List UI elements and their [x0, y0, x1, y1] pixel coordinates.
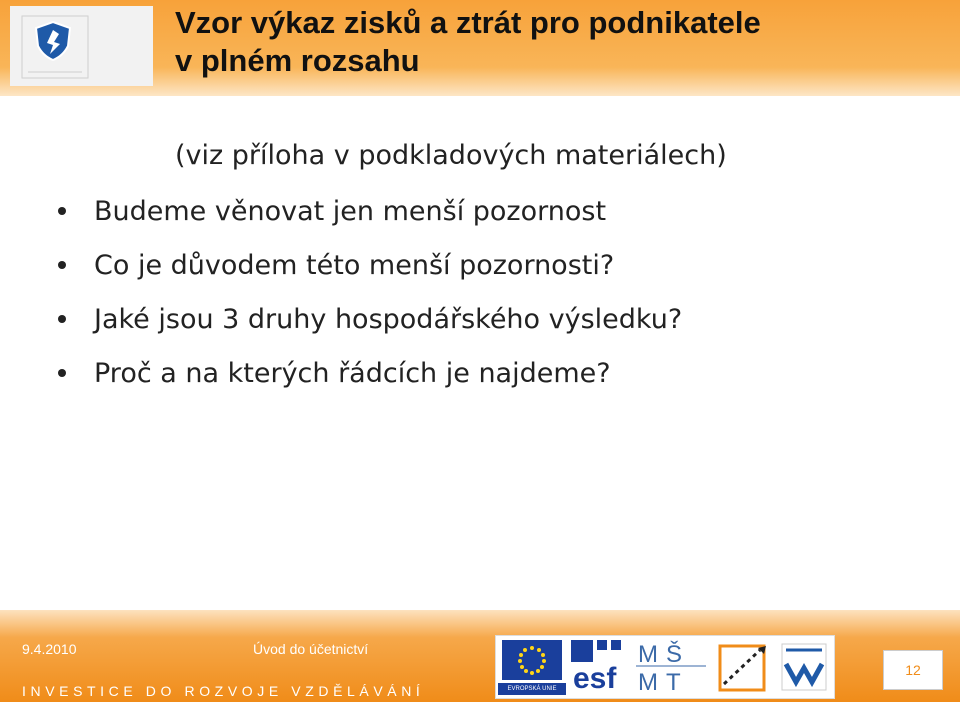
bullet-text: Proč a na kterých řádcích je najdeme? [94, 358, 611, 389]
slide-title [175, 4, 761, 80]
msmt-logo [636, 638, 706, 694]
opvk-logo [714, 640, 772, 694]
bullet-dot-icon [58, 315, 66, 323]
bullet-text: Co je důvodem této menší pozornosti? [94, 250, 615, 281]
footer-slogan: INVESTICE DO ROZVOJE VZDĚLÁVÁNÍ [22, 683, 425, 699]
esf-logo [571, 640, 629, 692]
title-line-1: Vzor výkaz zisků a ztrát pro podnikatele [175, 5, 761, 40]
svg-text:Š: Š [666, 641, 683, 668]
footer-course-title: Úvod do účetnictví [253, 641, 369, 657]
bullet-dot-icon [58, 369, 66, 377]
page-number-box [883, 650, 943, 690]
bullet-item [58, 250, 614, 281]
svg-text:M: M [638, 641, 658, 668]
slide-header [0, 0, 960, 96]
esf-text: esf [573, 662, 617, 692]
bullet-dot-icon [58, 261, 66, 269]
bullet-dot-icon [58, 207, 66, 215]
title-line-2: v plném rozsahu [175, 43, 420, 78]
page-number: 12 [905, 662, 921, 678]
materials-note: (viz příloha v podkladových materiálech) [175, 140, 727, 171]
eu-flag-logo [502, 640, 562, 680]
logo-frame-icon [20, 14, 90, 80]
bullet-item [58, 304, 682, 335]
svg-text:T: T [666, 669, 681, 694]
eu-stars-icon [502, 640, 562, 680]
footer-date: 9.4.2010 [22, 641, 77, 657]
eu-label: EVROPSKÁ UNIE [498, 683, 566, 695]
vsb-logo [780, 642, 828, 692]
bullet-item [58, 358, 611, 389]
sponsor-logos [495, 635, 835, 699]
university-logo [10, 6, 153, 86]
bullet-text: Budeme věnovat jen menší pozornost [94, 196, 607, 227]
svg-text:M: M [638, 669, 658, 694]
slide-footer [0, 610, 960, 702]
bullet-item [58, 196, 606, 227]
bullet-text: Jaké jsou 3 druhy hospodářského výsledku? [94, 304, 683, 335]
